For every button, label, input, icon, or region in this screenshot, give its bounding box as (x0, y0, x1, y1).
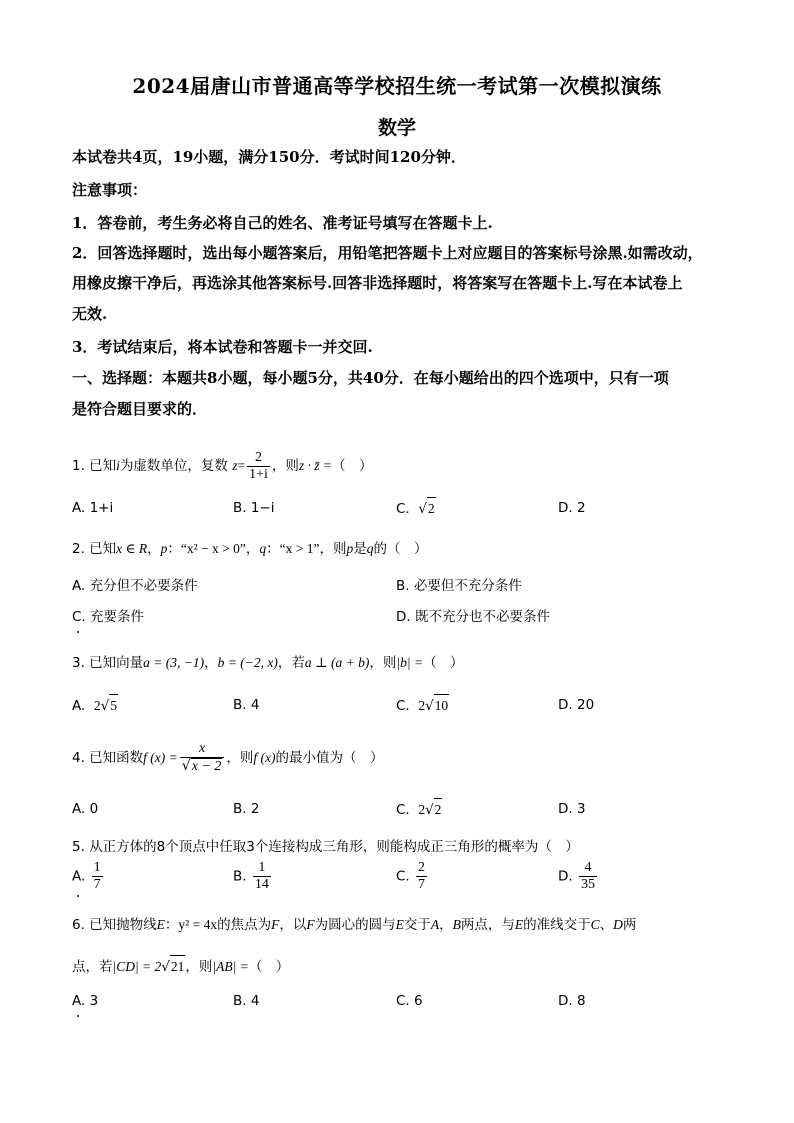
q6-option-b: B. 4 (233, 993, 260, 1009)
notice-item-3: 3．考试结束后，将本试卷和答题卡一并交回. (72, 338, 373, 356)
q3-option-d: D. 20 (558, 697, 595, 713)
section-heading-line-1: 一、选择题：本题共8小题，每小题5分，共40分．在每小题给出的四个选项中，只有一项 (72, 369, 669, 387)
section-heading-line-2: 是符合题目要求的． (72, 400, 208, 418)
q4-option-c: C. 2√2 (396, 798, 442, 821)
question-1: 1. 已知i为虚数单位，复数 z= $\frac{2}{1+i}$ ，则z · z̄ =（ ） (72, 449, 373, 482)
q4-fraction: $\frac{x}{√x - 2}$ (180, 741, 225, 775)
stray-dot (77, 631, 79, 633)
q5-option-b: B. $\frac{1}{14}$ (233, 860, 269, 892)
q2-option-c: C. 充要条件 (72, 609, 145, 625)
question-5: 5. 从正方体的8个顶点中任取3个连接构成三角形，则能构成正三角形的概率为（ ） (72, 839, 579, 855)
q1-option-a: A. 1+i (72, 500, 114, 516)
q1-product: z · z̄ = (298, 458, 333, 473)
q2-option-d: D. 既不充分也不必要条件 (396, 609, 550, 625)
q3-option-c: C. 2√10 (396, 694, 449, 717)
notice-title: 注意事项： (72, 181, 148, 199)
exam-summary: 本试卷共4页，19小题，满分150分．考试时间120分钟． (72, 148, 466, 166)
question-6-line-1: 6. 已知抛物线E：y² = 4x的焦点为F，以F为圆心的圆与E交于A，B两点，与E的准线交于C、D两 (72, 917, 637, 933)
exam-title: 2024届唐山市普通高等学校招生统一考试第一次模拟演练 (132, 74, 662, 98)
q5-option-d: D. $\frac{4}{35}$ (558, 860, 595, 892)
question-3: 3. 已知向量a = (3, −1)，b = (−2, x)，若a ⊥ (a + b)，则|b| =（ ） (72, 655, 464, 671)
q6-option-a: A. 3 (72, 993, 99, 1009)
z-symbol: z (232, 458, 238, 473)
q4-option-a: A. 0 (72, 801, 99, 817)
q1-option-b: B. 1−i (233, 500, 275, 516)
notice-item-2-line-3: 无效. (72, 305, 108, 323)
q5-option-c: C. $\frac{2}{7}$ (396, 860, 426, 892)
notice-item-1: 1．答卷前，考生务必将自己的姓名、准考证号填写在答题卡上. (72, 214, 493, 232)
question-6-line-2: 点，若|CD| = 2√21，则|AB| =（ ） (72, 955, 732, 978)
question-2: 2. 已知x ∈ R，p：“x² − x > 0”，q：“x > 1”，则p是q的（ ） (72, 541, 428, 557)
q3-option-a: A. 2√5 (72, 694, 118, 717)
q6-option-c: C. 6 (396, 993, 423, 1009)
stray-dot (77, 1015, 79, 1017)
q1-option-c: C. √2 (396, 497, 436, 520)
q2-option-b: B. 必要但不充分条件 (396, 578, 522, 594)
notice-item-2-line-2: 用橡皮擦干净后，再选涂其他答案标号.回答非选择题时，将答案写在答题卡上.写在本试卷上 (72, 274, 683, 292)
q3-option-b: B. 4 (233, 697, 260, 713)
q4-option-d: D. 3 (558, 801, 586, 817)
q5-option-a: A. $\frac{1}{7}$ (72, 860, 101, 892)
stray-dot (77, 895, 79, 897)
notice-item-2-line-1: 2．回答选择题时，选出每小题答案后，用铅笔把答题卡上对应题目的答案标号涂黑.如需改动， (72, 244, 703, 262)
question-4: 4. 已知函数f (x) = $\frac{x}{√x - 2}$ ，则f (x)的最小值为（ ） (72, 741, 384, 774)
q1-option-d: D. 2 (558, 500, 586, 516)
q1-fraction: $\frac{2}{1+i}$ (249, 449, 268, 482)
subject-title: 数学 (377, 117, 416, 139)
q6-option-d: D. 8 (558, 993, 586, 1009)
q4-option-b: B. 2 (233, 801, 260, 817)
q2-option-a: A. 充分但不必要条件 (72, 578, 198, 594)
